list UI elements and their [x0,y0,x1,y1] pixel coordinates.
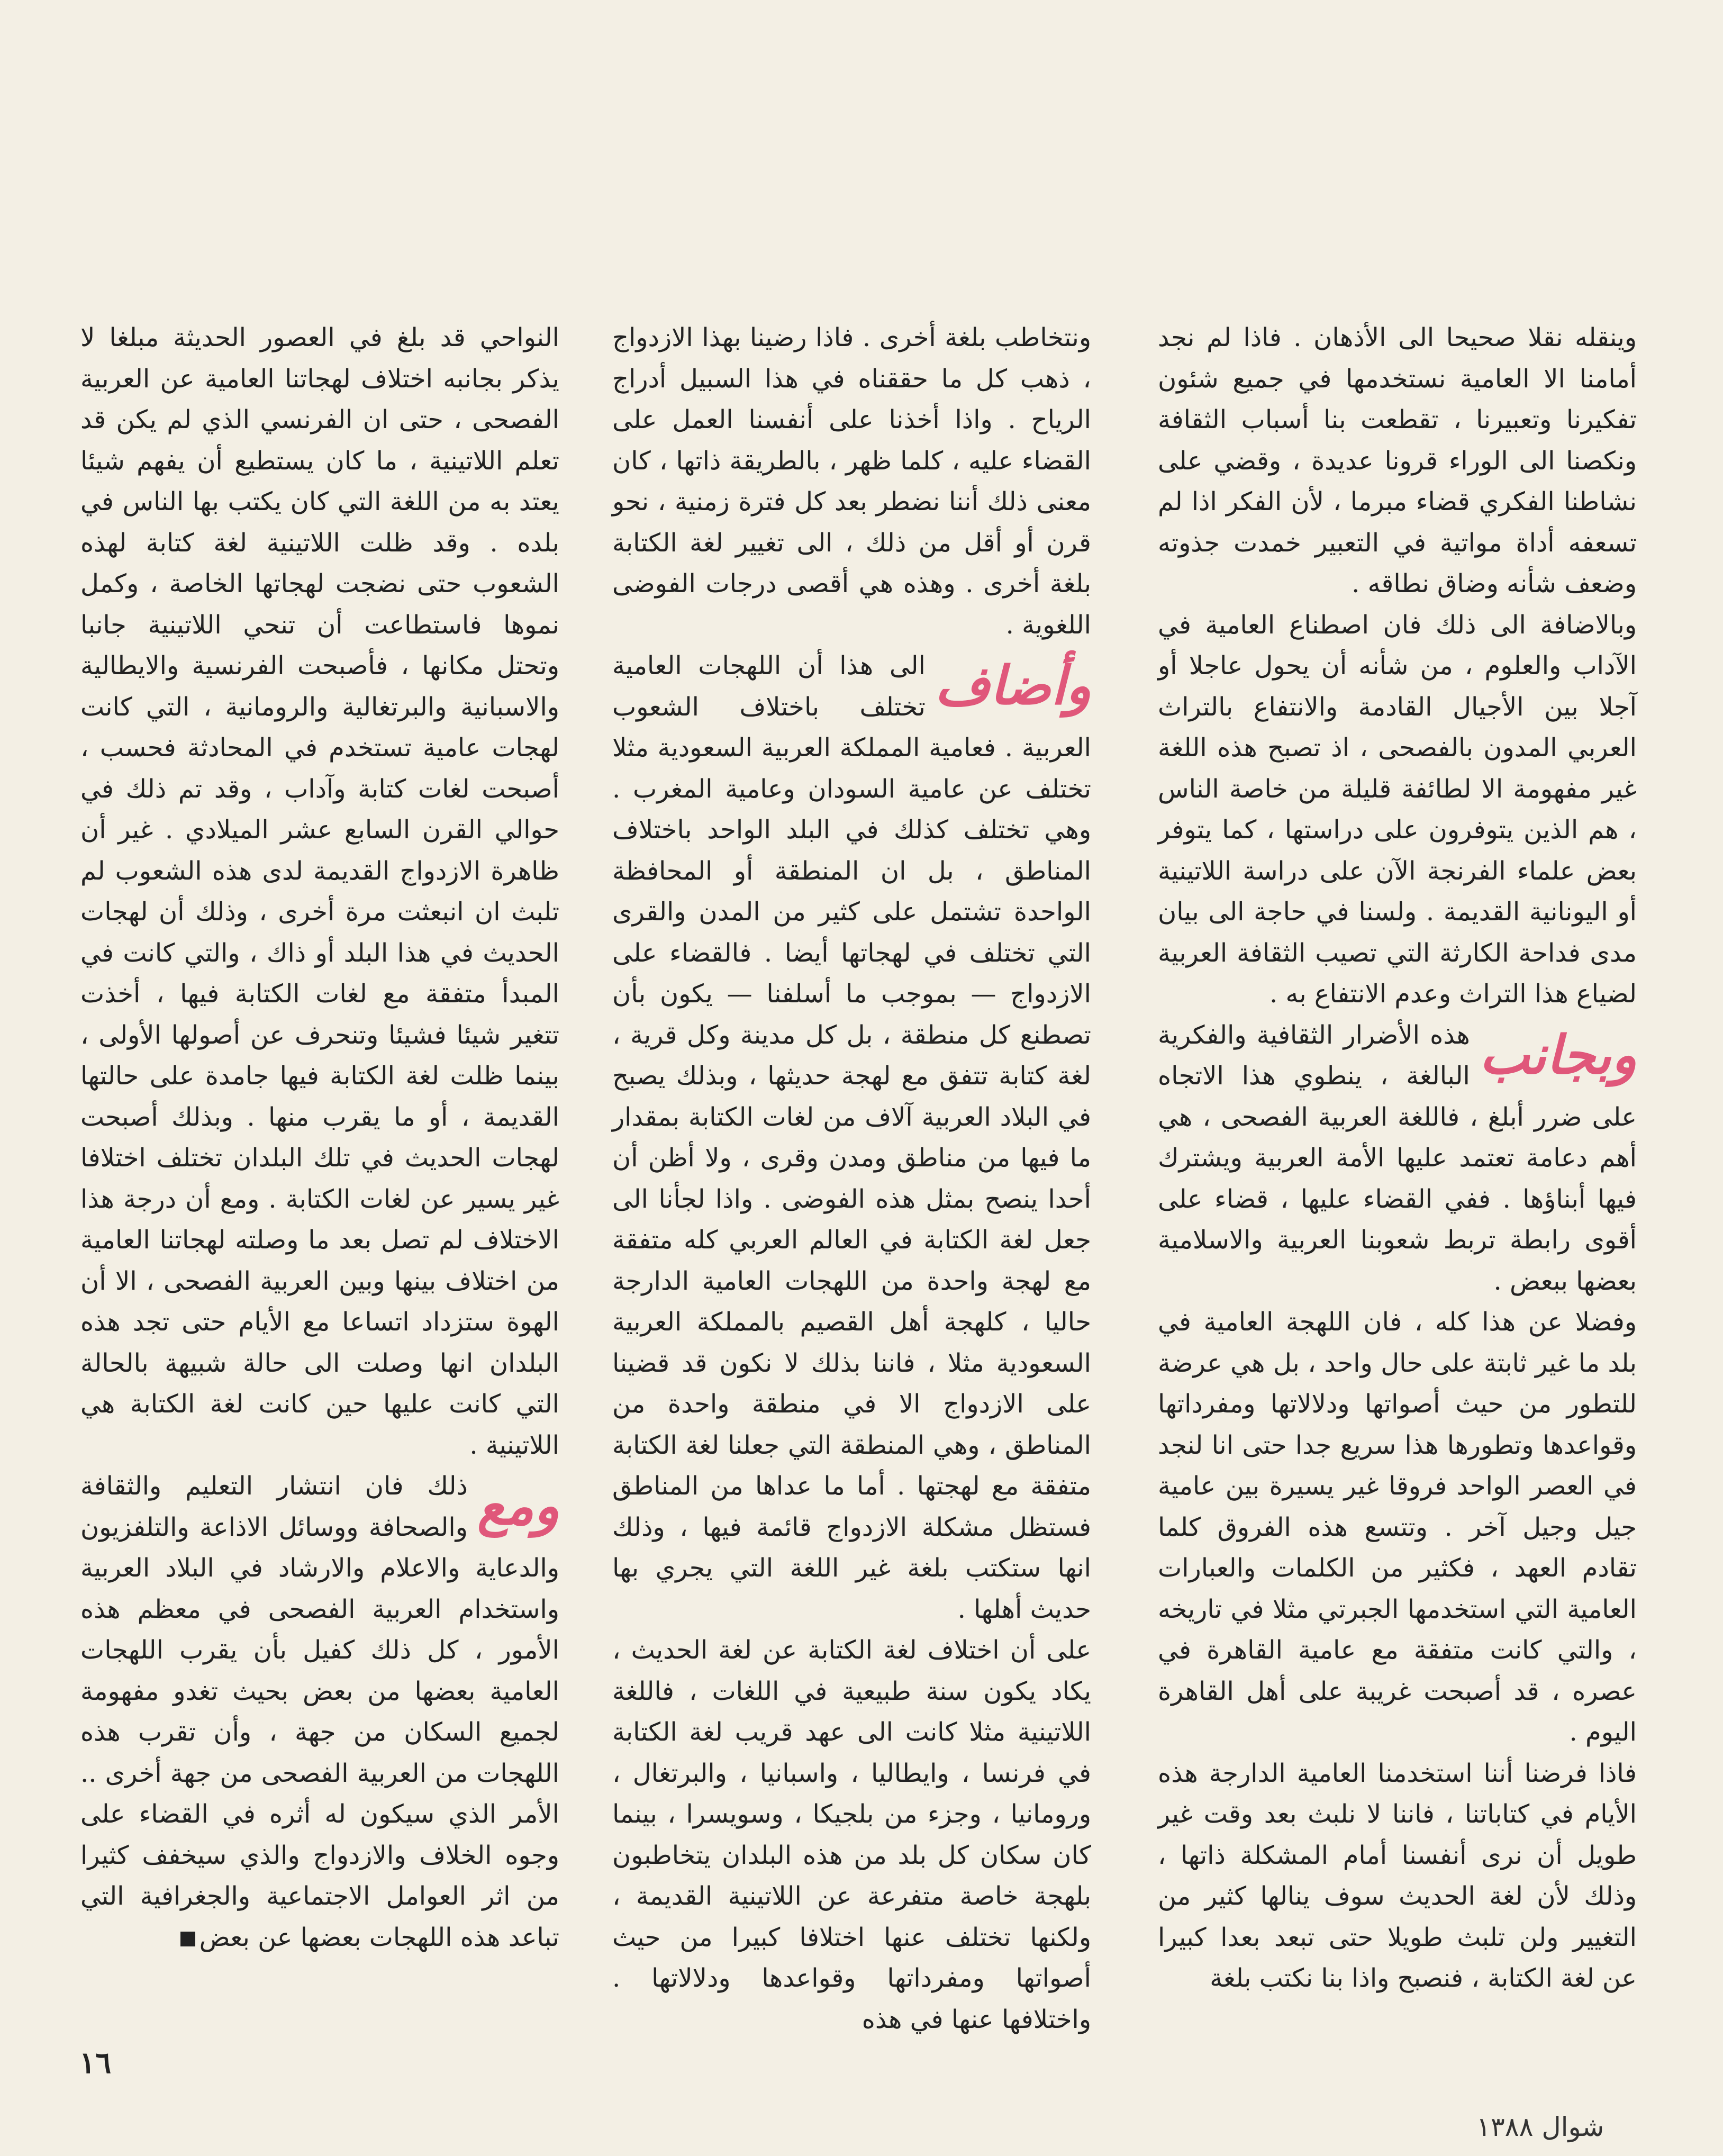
paragraph: وبجانب هذه الأضرار الثقافية والفكرية البالغة ، ينطوي هذا الاتجاه على ضرر أبلغ ، فاللغة العربية الفصحى ، هي أهم دعامة تعتمد عليها الأمة العربية ويشترك فيها أبناؤها . ففي القضاء عليها ، قضاء على أقوى رابطة تربط شعوبنا العربية والاسلامية بعضها ببعض . [1158,1015,1637,1302]
paragraph: وبالاضافة الى ذلك فان اصطناع العامية في الآداب والعلوم ، من شأنه أن يحول عاجلا أو آجلا بين الأجيال القادمة والانتفاع بالتراث العربي المدون بالفصحى ، اذ تصبح هذه اللغة غير مفهومة الا لطائفة قليلة من خاصة الناس ، هم الذين يتوفرون على دراستها ، كما يتوفر بعض علماء الفرنجة الآن على دراسة اللاتينية أو اليونانية القديمة . ولسنا في حاجة الى بيان مدى فداحة الكارثة التي تصيب الثقافة العربية لضياع هذا التراث وعدم الانتفاع به . [1158,610,1637,1009]
paragraph: على أن اختلاف لغة الكتابة عن لغة الحديث ، يكاد يكون سنة طبيعية في اللغات ، فاللغة اللاتينية مثلا كانت الى عهد قريب لغة الكتابة في فرنسا ، وايطاليا ، واسبانيا ، والبرتغال ، ورومانيا ، وجزء من بلجيكا ، وسويسرا ، بينما كان سكان كل بلد من هذه البلدان يتخاطبون بلهجة خاصة متفرعة عن اللاتينية القديمة ، ولكنها تختلف عنها اختلافا كبيرا من حيث أصواتها ومفرداتها وقواعدها ودلالاتها . واختلافها عنها في هذه [612,1635,1092,2034]
issue-date: شوال ١٣٨٨ [1476,2112,1604,2142]
page-number: ١٦ [79,2045,112,2080]
paragraph: فاذا فرضنا أننا استخدمنا العامية الدارجة هذه الأيام في كتاباتنا ، فاننا لا نلبث بعد وقت غير طويل أن نرى أنفسنا أمام المشكلة ذاتها ، وذلك لأن لغة الحديث سوف ينالها كثير من التغيير ولن تلبث طويلا حتى تبعد بعدا كبيرا عن لغة الكتابة ، فنصبح واذا بنا نكتب بلغة [1158,1758,1637,1993]
paragraph: وفضلا عن هذا كله ، فان اللهجة العامية في بلد ما غير ثابتة على حال واحد ، بل هي عرضة للتطور من حيث أصواتها ودلالاتها ومفرداتها وقواعدها وتطورها هذا سريع جدا حتى انا لنجد في العصر الواحد فروقا غير يسيرة بين عامية جيل وجيل آخر . وتتسع هذه الفروق كلما تقادم العهد ، فكثير من الكلمات والعبارات العامية التي استخدمها الجبرتي مثلا في تاريخه ، والتي كانت متفقة مع عامية القاهرة في عصره ، قد أصبحت غريبة على أهل القاهرة اليوم . [1158,1307,1637,1747]
section-heading: وبجانب [1479,1023,1637,1086]
end-of-article-mark [180,1932,195,1946]
paragraph: ومع ذلك فان انتشار التعليم والثقافة والصحافة ووسائل الاذاعة والتلفزيون والدعاية والاعلام والارشاد في البلاد العربية واستخدام العربية الفصحى في معظم هذه الأمور ، كل ذلك كفيل بأن يقرب اللهجات العامية بعضها من بعض بحيث تغدو مفهومة لجميع السكان من جهة ، وأن تقرب هذه اللهجات من العربية الفصحى من جهة أخرى .. الأمر الذي سيكون له أثره في القضاء على وجوه الخلاف والازدواج والذي سيخفف كثيرا من اثر العوامل الاجتماعية والجغرافية التي تباعد هذه اللهجات بعضها عن بعض [80,1466,559,1958]
section-heading: وأضاف [935,654,1091,717]
paragraph: وينقله نقلا صحيحا الى الأذهان . فاذا لم نجد أمامنا الا العامية نستخدمها في جميع شئون تفكيرنا وتعبيرنا ، تقطعت بنا أسباب الثقافة ونكصنا الى الوراء قرونا عديدة ، وقضي على نشاطنا الفكري قضاء مبرما ، لأن الفكر اذا لم تسعفه أداة مواتية في التعبير خمدت جذوته وضعف شأنه وضاق نطاقه . [1158,323,1637,599]
article-column-middle [612,318,1091,2040]
paragraph: النواحي قد بلغ في العصور الحديثة مبلغا لا يذكر بجانبه اختلاف لهجاتنا العامية عن العربية الفصحى ، حتى ان الفرنسي الذي لم يكن قد تعلم اللاتينية ، ما كان يستطيع أن يفهم شيئا يعتد به من اللغة التي كان يكتب بها الناس في بلده . وقد ظلت اللاتينية لغة كتابة لهذه الشعوب حتى نضجت لهجاتها الخاصة ، وكمل نموها فاستطاعت أن تنحي اللاتينية جانبا وتحتل مكانها ، فأصبحت الفرنسية والايطالية والاسبانية والبرتغالية والرومانية ، التي كانت لهجات عامية تستخدم في المحادثة فحسب ، أصبحت لغات كتابة وآداب ، وقد تم ذلك في حوالي القرن السابع عشر الميلادي . غير أن ظاهرة الازدواج القديمة لدى هذه الشعوب لم تلبث ان انبعثت مرة أخرى ، وذلك أن لهجات الحديث في هذا البلد أو ذاك ، والتي كانت في المبدأ متفقة مع لغات الكتابة فيها ، أخذت تتغير شيئا فشيئا وتنحرف عن أصولها الأولى ، بينما ظلت لغة الكتابة فيها جامدة على حالتها القديمة ، أو ما يقرب منها . وبذلك أصبحت لهجات الحديث في تلك البلدان تختلف اختلافا غير يسير عن لغات الكتابة . ومع أن درجة هذا الاختلاف لم تصل بعد ما وصلته لهجاتنا العامية من اختلاف بينها وبين العربية الفصحى ، الا أن الهوة ستزداد اتساعا مع الأيام حتى تجد هذه البلدان انها وصلت الى حالة شبيهة بالحالة التي كانت عليها حين كانت لغة الكتابة هي اللاتينية . [80,323,560,1460]
article-column-left [80,318,559,1958]
paragraph: ونتخاطب بلغة أخرى . فاذا رضينا بهذا الازدواج ، ذهب كل ما حققناه في هذا السبيل أدراج الرياح . واذا أخذنا على أنفسنا العمل على القضاء عليه ، كلما ظهر ، بالطريقة ذاتها ، كان معنى ذلك أننا نضطر بعد كل فترة زمنية ، نحو قرن أو أقل من ذلك ، الى تغيير لغة الكتابة بلغة أخرى . وهذه هي أقصى درجات الفوضى اللغوية . [612,323,1092,640]
article-column-right [1158,318,1637,1999]
paragraph: وأضاف الى هذا أن اللهجات العامية تختلف باختلاف الشعوب العربية . فعامية المملكة العربية السعودية مثلا تختلف عن عامية السودان وعامية المغرب . وهي تختلف كذلك في البلد الواحد باختلاف المناطق ، بل ان المنطقة أو المحافظة الواحدة تشتمل على كثير من المدن والقرى التي تختلف في لهجاتها أيضا . فالقضاء على الازدواج — بموجب ما أسلفنا — يكون بأن تصطنع كل منطقة ، بل كل مدينة وكل قرية ، لغة كتابة تتفق مع لهجة حديثها ، وبذلك يصبح في البلاد العربية آلاف من لغات الكتابة بمقدار ما فيها من مناطق ومدن وقرى ، ولا أظن أن أحدا ينصح بمثل هذه الفوضى . واذا لجأنا الى جعل لغة الكتابة في العالم العربي كله متفقة مع لهجة واحدة من اللهجات العامية الدارجة حاليا ، كلهجة أهل القصيم بالمملكة العربية السعودية مثلا ، فاننا بذلك لا نكون قد قضينا على الازدواج الا في منطقة واحدة من المناطق ، وهي المنطقة التي جعلنا لغة الكتابة متفقة مع لهجتها . أما ما عداها من المناطق فستظل مشكلة الازدواج قائمة فيها ، وذلك انها ستكتب بلغة غير اللغة التي يجري بها حديث أهلها . [612,646,1091,1630]
section-heading: ومع [477,1474,559,1537]
